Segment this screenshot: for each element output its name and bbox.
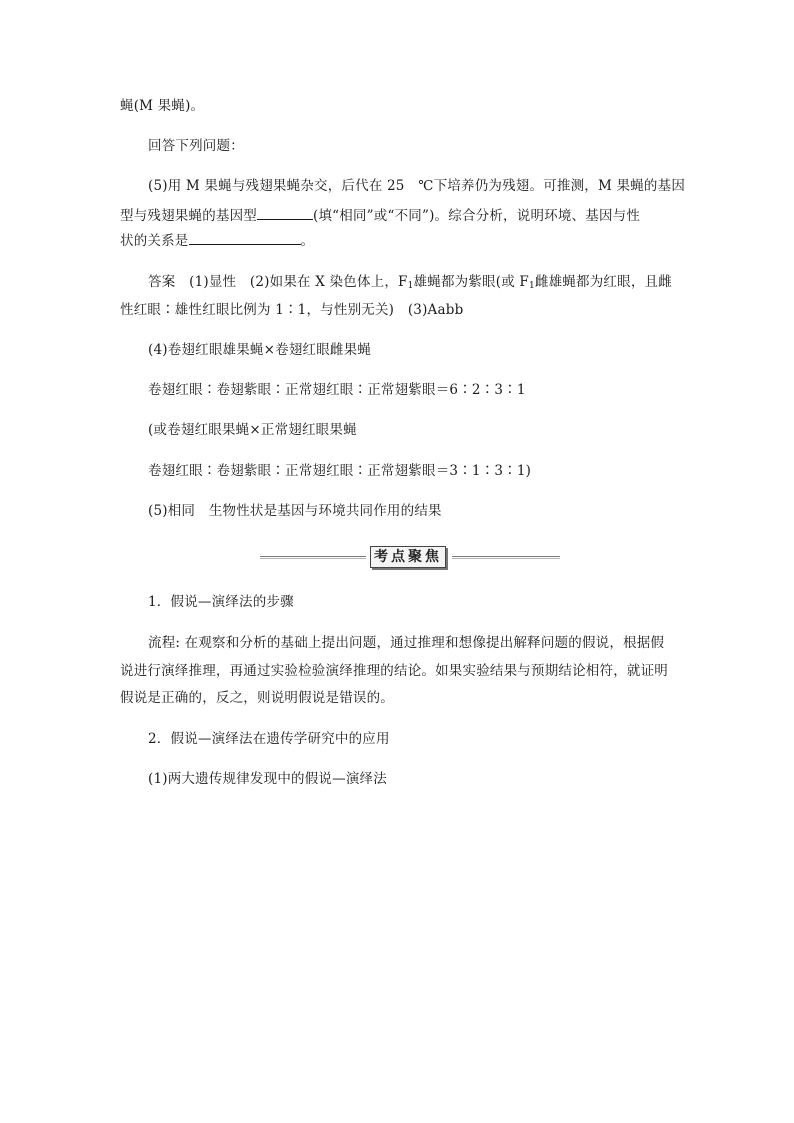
answer-line-1-part-c: 雌雄蝇都为红眼，且雌	[534, 274, 672, 290]
passage-line-tail: 蝇(M 果蝇)。	[120, 98, 205, 114]
subscript-1: 1	[407, 281, 414, 291]
knowledge-heading-2: 2．假说—演绎法在遗传学研究中的应用	[148, 731, 390, 747]
question-5-line-2-text-a: 型与残翅果蝇的基因型	[120, 208, 257, 224]
knowledge-para-line-1: 流程: 在观察和分析的基础上提出问题，通过推理和想像提出解释问题的假说，根据假	[148, 635, 665, 651]
knowledge-para-line-2: 说进行演绎推理，再通过实验检验演绎推理的结论。如果实验结果与预期结论相符，就证明	[120, 663, 668, 679]
question-5-line-1: (5)用 M 果蝇与残翅果蝇杂交，后代在 25 ℃下培养仍为残翅。可推测，M 果蝇的基因	[148, 178, 686, 194]
banner-rule-right	[452, 556, 560, 559]
question-prompt: 回答下列问题：	[148, 138, 244, 154]
knowledge-para-line-3: 假说是正确的，反之，则说明假说是错误的。	[120, 690, 394, 706]
answer-blank-2[interactable]	[189, 231, 301, 245]
question-5-line-3-text-b: 。	[300, 233, 315, 249]
section-banner-label: 考点聚焦	[370, 546, 446, 568]
banner-rule-left	[260, 556, 366, 559]
question-5-line-3-text-a: 状的关系是	[120, 233, 189, 249]
answer-line-2: 性红眼∶雄性红眼比例为 1∶1，与性别无关) (3)Aabb	[120, 302, 464, 318]
answer-line-1-part-a: 答案 (1)显性 (2)如果在 X 染色体上，F	[148, 274, 408, 290]
subscript-1b: 1	[528, 281, 535, 291]
answer-line-6: 卷翅红眼∶卷翅紫眼∶正常翅红眼∶正常翅紫眼＝3∶1∶3∶1)	[148, 463, 532, 479]
question-5-line-2	[120, 206, 640, 226]
answer-line-7: (5)相同 生物性状是基因与环境共同作用的结果	[148, 503, 442, 519]
answer-blank-1[interactable]	[257, 206, 313, 220]
knowledge-subheading-1: (1)两大遗传规律发现中的假说—演绎法	[148, 771, 387, 787]
answer-line-5: (或卷翅红眼果蝇×正常翅红眼果蝇	[148, 422, 357, 438]
answer-line-1-part-b: 雄蝇都为紫眼(或 F	[413, 274, 529, 290]
question-5-line-2-text-b: (填“相同”或“不同”)。综合分析，说明环境、基因与性	[313, 208, 641, 224]
section-banner	[260, 546, 560, 570]
question-5-line-3	[120, 231, 314, 251]
knowledge-heading-1: 1．假说—演绎法的步骤	[148, 594, 294, 610]
answer-line-4: 卷翅红眼∶卷翅紫眼∶正常翅红眼∶正常翅紫眼＝6∶2∶3∶1	[148, 382, 526, 398]
answer-line-3: (4)卷翅红眼雄果蝇×卷翅红眼雌果蝇	[148, 342, 372, 358]
answer-line-1	[148, 272, 672, 296]
